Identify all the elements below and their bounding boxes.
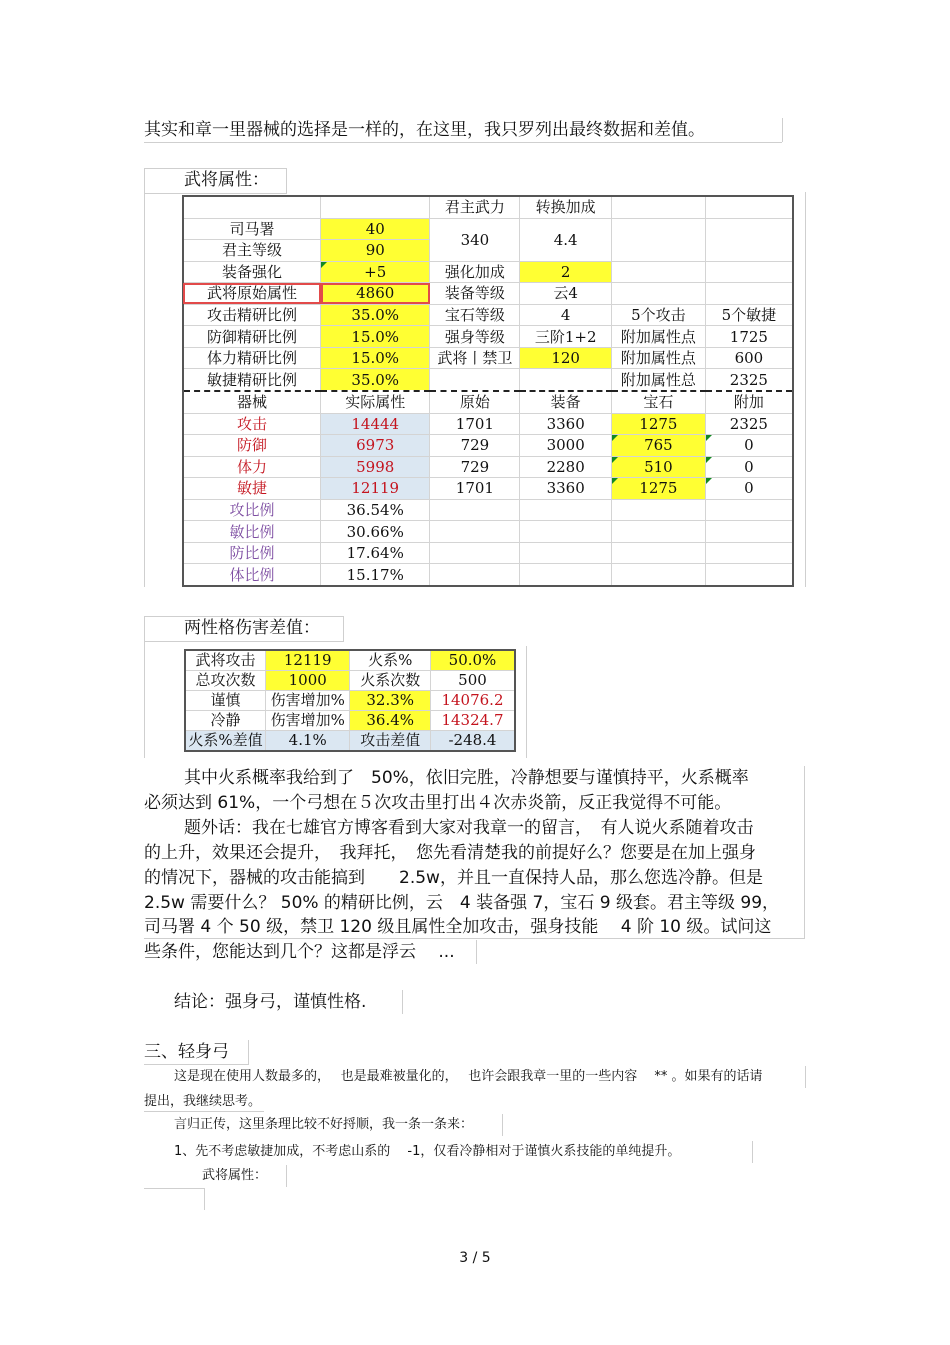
cell: 30.66% — [321, 521, 430, 543]
divider — [402, 990, 403, 1014]
column-header: 原始 — [430, 391, 520, 413]
heading-damage-diff: 两性格伤害差值： — [184, 618, 320, 638]
cell: 伤害增加% — [265, 711, 350, 731]
cell: 总攻次数 — [185, 671, 265, 691]
cell: 12119 — [265, 650, 350, 671]
cell: 武将原始属性 — [183, 283, 321, 305]
cell: 5998 — [321, 456, 430, 478]
divider — [805, 1066, 806, 1088]
cell: 火系%差值 — [185, 731, 265, 752]
paragraph-line: 些条件，您能达到几个？这都是浮云 ... — [144, 942, 455, 962]
cell: 6973 — [321, 435, 430, 457]
cell — [430, 542, 520, 564]
paragraph-line: 其中火系概率我给到了 50%，依旧完胜，冷静想要与谨慎持平，火系概率 — [184, 768, 749, 788]
cell: 君主武力 — [430, 196, 520, 218]
intro-text: 其实和章一里器械的选择是一样的，在这里，我只罗列出最终数据和差值。 — [144, 120, 705, 140]
cell: 500 — [430, 671, 515, 691]
divider — [144, 1188, 204, 1189]
cell: 0 — [705, 435, 793, 457]
stat-label: 敏捷 — [183, 478, 321, 500]
cell: 2280 — [520, 456, 612, 478]
cell: 15.0% — [321, 326, 430, 348]
paragraph-line: 题外话：我在七雄官方博客看到大家对我章一的留言， 有人说火系随着攻击 — [184, 818, 754, 838]
cell: 5个敏捷 — [705, 304, 793, 326]
cell: 4 — [520, 304, 612, 326]
cell: 36.4% — [350, 711, 430, 731]
paragraph-line: 的上升，效果还会提升， 我拜托， 您先看清楚我的前提好么？您要是在加上强身 — [144, 843, 756, 863]
cell: 装备强化 — [183, 261, 321, 283]
divider — [782, 118, 783, 142]
cell: 体力精研比例 — [183, 347, 321, 369]
divider — [476, 940, 477, 964]
divider — [526, 646, 527, 758]
stat-label: 体力 — [183, 456, 321, 478]
cell — [612, 218, 706, 261]
divider — [502, 1114, 503, 1136]
cell: 15.0% — [321, 347, 430, 369]
column-header: 宝石 — [612, 391, 706, 413]
body-small-line: 武将属性： — [202, 1168, 268, 1183]
cell — [705, 218, 793, 261]
cell: 武将攻击 — [185, 650, 265, 671]
cell: 3360 — [520, 413, 612, 435]
cell — [520, 564, 612, 586]
cell: 729 — [430, 456, 520, 478]
cell — [705, 499, 793, 521]
cell: 0 — [705, 456, 793, 478]
cell: 3000 — [520, 435, 612, 457]
cell — [520, 499, 612, 521]
damage-diff-table — [184, 649, 516, 752]
cell — [612, 283, 706, 305]
cell: 附加属性总 — [612, 369, 706, 391]
cell — [612, 564, 706, 586]
cell: 36.54% — [321, 499, 430, 521]
cell: 14076.2 — [430, 691, 515, 711]
cell: 90 — [321, 240, 430, 262]
cell: 32.3% — [350, 691, 430, 711]
cell: 火系% — [350, 650, 430, 671]
cell: 1275 — [612, 478, 706, 500]
divider — [144, 1111, 264, 1112]
cell — [430, 521, 520, 543]
section-heading: 三、轻身弓 — [144, 1042, 229, 1062]
divider — [805, 192, 806, 587]
cell: 1000 — [265, 671, 350, 691]
cell: 5个攻击 — [612, 304, 706, 326]
cell: 敏捷精研比例 — [183, 369, 321, 391]
cell — [183, 196, 321, 218]
cell: 2 — [520, 261, 612, 283]
cell: 三阶1+2 — [520, 326, 612, 348]
ratio-label: 体比例 — [183, 564, 321, 586]
cell: 冷静 — [185, 711, 265, 731]
page-number: 3 / 5 — [459, 1250, 491, 1266]
cell: 12119 — [321, 478, 430, 500]
cell: 宝石等级 — [430, 304, 520, 326]
ratio-label: 攻比例 — [183, 499, 321, 521]
cell: 司马署 — [183, 218, 321, 240]
cell — [520, 369, 612, 391]
divider — [144, 142, 782, 143]
cell: 729 — [430, 435, 520, 457]
cell: 4.1% — [265, 731, 350, 752]
divider — [204, 1188, 205, 1210]
cell: 攻击差值 — [350, 731, 430, 752]
conclusion-text: 结论：强身弓，谨慎性格. — [174, 992, 367, 1012]
cell — [430, 369, 520, 391]
divider — [286, 1165, 287, 1187]
cell — [705, 542, 793, 564]
cell: +5 — [321, 261, 430, 283]
cell — [321, 196, 430, 218]
cell: 0 — [705, 478, 793, 500]
paragraph-line: 司马署 4 个 50 级，禁卫 120 级且属性全加攻击，强身技能 4 阶 10 级。试问这 — [144, 917, 772, 937]
cell: 云4 — [520, 283, 612, 305]
cell: 50.0% — [430, 650, 515, 671]
body-small-line: 这是现在使用人数最多的， 也是最难被量化的， 也许会跟我章一里的一些内容 ** 。如果有的话请 — [174, 1069, 763, 1084]
cell: 武将丨禁卫 — [430, 347, 520, 369]
body-small-line: 1、先不考虑敏捷加成，不考虑山系的 -1，仅看冷静相对于谨慎火系技能的单纯提升。 — [174, 1144, 681, 1159]
cell: 765 — [612, 435, 706, 457]
paragraph-line: 必须达到 61%，一个弓想在５次攻击里打出４次赤炎箭，反正我觉得不可能。 — [144, 793, 732, 813]
cell: 600 — [705, 347, 793, 369]
cell: 1725 — [705, 326, 793, 348]
cell: 17.64% — [321, 542, 430, 564]
cell: 340 — [430, 218, 520, 261]
cell: 谨慎 — [185, 691, 265, 711]
cell: 4860 — [321, 283, 430, 305]
cell: 1701 — [430, 478, 520, 500]
column-header: 器械 — [183, 391, 321, 413]
cell — [705, 521, 793, 543]
cell — [520, 521, 612, 543]
cell — [520, 542, 612, 564]
cell: 附加属性点 — [612, 326, 706, 348]
stat-label: 攻击 — [183, 413, 321, 435]
column-header: 附加 — [705, 391, 793, 413]
cell: 装备等级 — [430, 283, 520, 305]
heading-hero-attributes: 武将属性： — [184, 170, 269, 190]
cell: 伤害增加% — [265, 691, 350, 711]
hero-attribute-table — [182, 195, 794, 587]
cell: 35.0% — [321, 369, 430, 391]
cell — [612, 521, 706, 543]
cell: 120 — [520, 347, 612, 369]
cell: 强化加成 — [430, 261, 520, 283]
column-header: 装备 — [520, 391, 612, 413]
cell: 转换加成 — [520, 196, 612, 218]
divider — [144, 192, 145, 587]
paragraph-line: 的情况下，器械的攻击能搞到 2.5w，并且一直保持人品，那么您选冷静。但是 — [144, 868, 763, 888]
cell: 14444 — [321, 413, 430, 435]
cell: 510 — [612, 456, 706, 478]
cell — [705, 261, 793, 283]
body-small-line: 言归正传，这里条理比较不好捋顺，我一条一条来： — [174, 1117, 474, 1132]
cell — [705, 196, 793, 218]
cell: 35.0% — [321, 304, 430, 326]
column-header: 实际属性 — [321, 391, 430, 413]
cell: 君主等级 — [183, 240, 321, 262]
cell: 3360 — [520, 478, 612, 500]
cell: 防御精研比例 — [183, 326, 321, 348]
divider — [752, 1141, 753, 1163]
divider — [144, 640, 145, 758]
cell: 火系次数 — [350, 671, 430, 691]
cell — [612, 542, 706, 564]
cell — [705, 564, 793, 586]
stat-label: 防御 — [183, 435, 321, 457]
cell: 1701 — [430, 413, 520, 435]
cell: 1275 — [612, 413, 706, 435]
paragraph-line: 2.5w 需要什么？ 50% 的精研比例，云 4 装备强 7，宝石 9 级套。君主等级 99， — [144, 893, 780, 913]
cell: -248.4 — [430, 731, 515, 752]
cell: 40 — [321, 218, 430, 240]
cell — [430, 564, 520, 586]
cell — [705, 283, 793, 305]
ratio-label: 敏比例 — [183, 521, 321, 543]
cell — [612, 196, 706, 218]
cell: 4.4 — [520, 218, 612, 261]
cell: 15.17% — [321, 564, 430, 586]
cell — [612, 499, 706, 521]
cell: 附加属性点 — [612, 347, 706, 369]
cell: 2325 — [705, 369, 793, 391]
ratio-label: 防比例 — [183, 542, 321, 564]
body-small-line: 提出，我继续思考。 — [144, 1094, 262, 1109]
cell — [430, 499, 520, 521]
cell — [612, 261, 706, 283]
cell: 攻击精研比例 — [183, 304, 321, 326]
cell: 14324.7 — [430, 711, 515, 731]
cell: 强身等级 — [430, 326, 520, 348]
cell: 2325 — [705, 413, 793, 435]
